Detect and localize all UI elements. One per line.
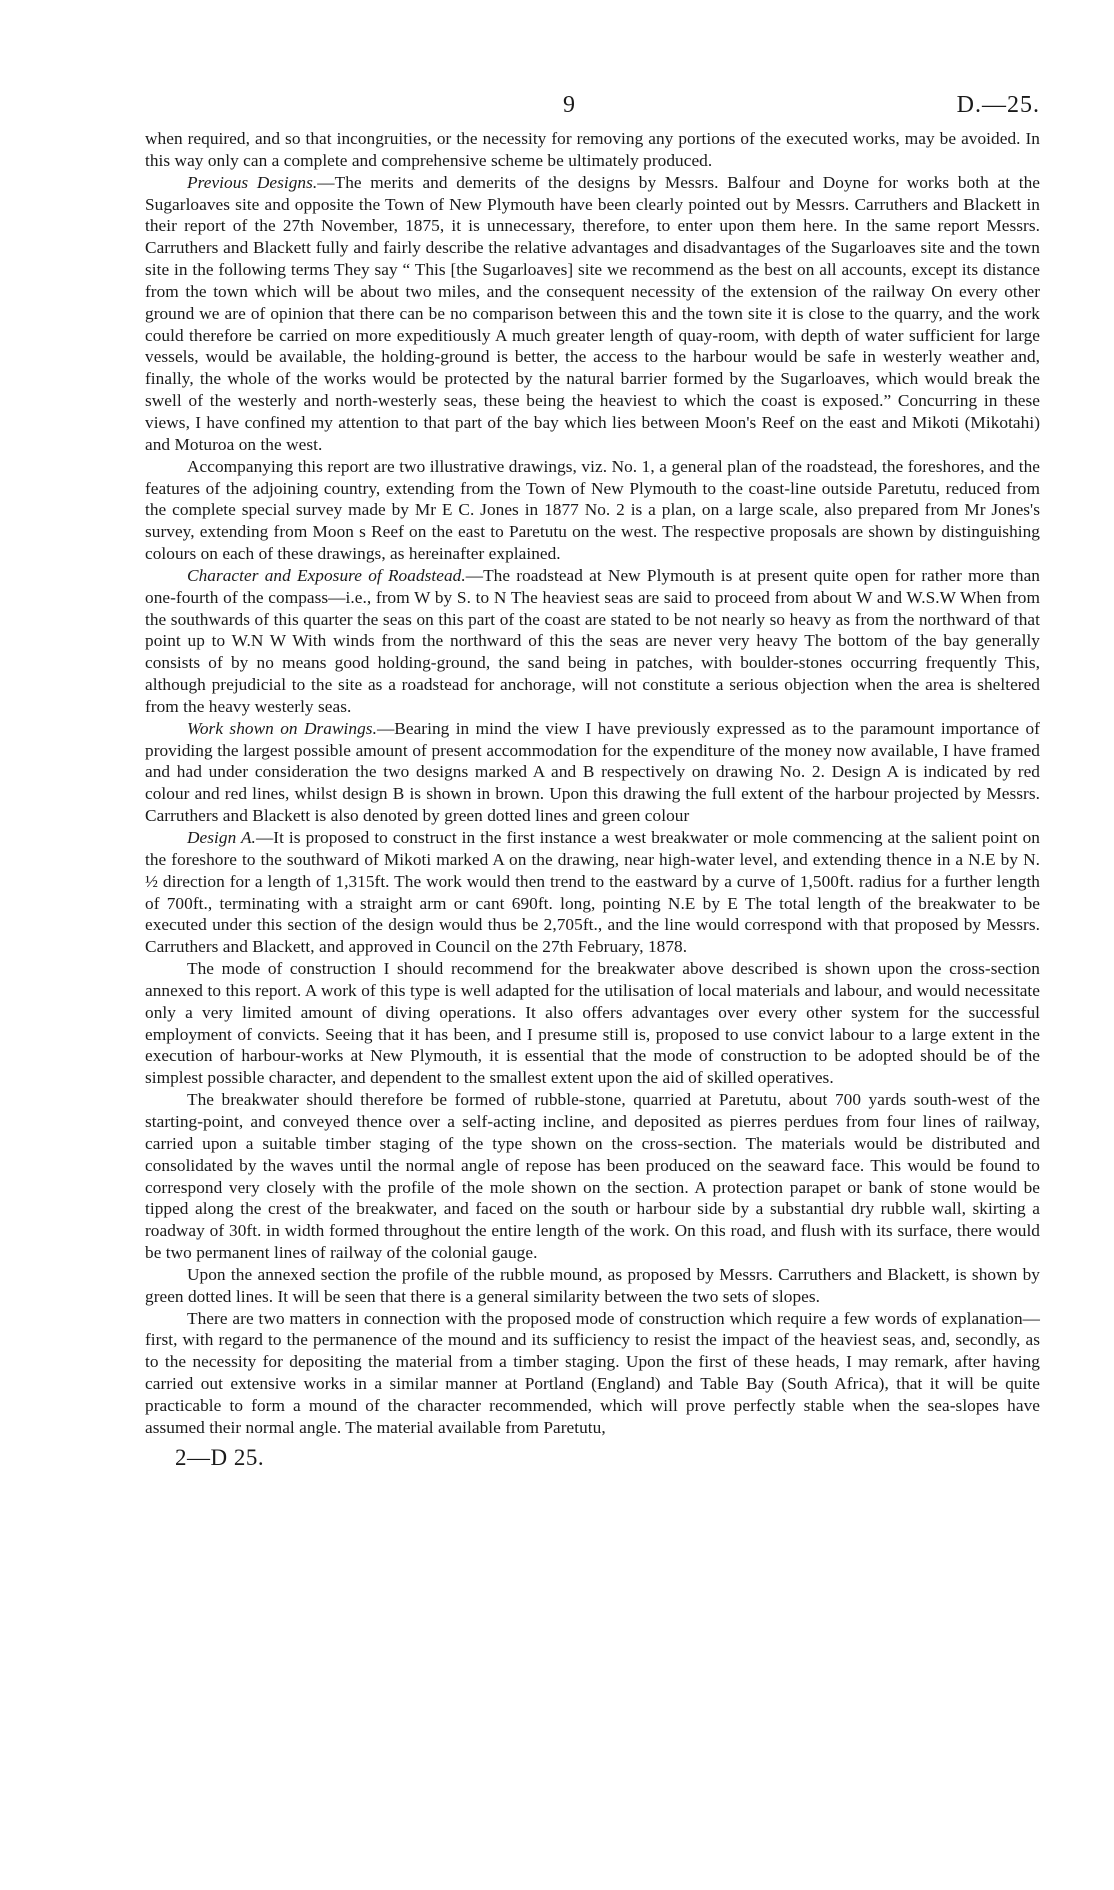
paragraph-text: The breakwater should therefore be formed of rubble-stone, quarried at Paretutu, about 700 yards south-west of the starting-point, and conveyed thence over a self-acting incline, and deposited as pierres perdues from four lines of railway, carried upon a suitable timber staging of the type shown on the cross-section. The materials would be distributed and consolidated by the waves until the normal angle of repose has been produced on the seaward face. This would be found to correspond very closely with the profile of the mole shown on the section. A protection parapet or bank of stone would be tipped along the crest of the breakwater, and faced on the south or harbour side by a substantial dry rubble wall, skirting a roadway of 30ft. in width formed throughout the entire length of the work. On this road, and flush with its surface, there would be two permanent lines of railway of the colonial gauge.: [145, 1090, 1040, 1263]
paragraph-text: —The merits and demerits of the designs by Messrs. Balfour and Doyne for works both at the Sugarloaves site and opposite the Town of New Plymouth have been clearly pointed out by Messrs. Carruthers and Blackett in their report of the 27th November, 1875, it is unnecessary, therefore, to enter upon them here. In the same report Messrs. Carruthers and Blackett fully and fairly describe the relative advantages and disadvantages of the Sugarloaves site and the town site in the following terms They say “ This [the Sugarloaves] site we recommend as the best on all accounts, except its distance from the town which will be about two miles, and the consequent necessity of the extension of the railway On every other ground we are of opinion that there can be no comparison between this and the town site it is close to the quarry, and the work could therefore be carried on more expeditiously A much greater length of quay-room, with depth of water sufficient for large vessels, would be available, the holding-ground is better, the access to the harbour would be safe in westerly weather and, finally, the whole of the works would be protected by the natural barrier formed by the Sugarloaves, which would break the swell of the westerly and north-westerly seas, these being the heaviest to which the coast is exposed.” Concurring in these views, I have confined my attention to that part of the bay which lies between Moon's Reef on the east and Mikoti (Mikotahi) and Moturoa on the west.: [145, 172, 1040, 454]
paragraph: [145, 172, 1040, 456]
paragraph: [145, 718, 1040, 827]
document-reference: D.—25.: [956, 92, 1040, 118]
paragraph-text: Upon the annexed section the profile of the rubble mound, as proposed by Messrs. Carruthers and Blackett, is shown by green dotted lines. It will be seen that there is a general similarity between the two sets of slopes.: [145, 1264, 1040, 1306]
body-text: [145, 128, 1040, 1439]
paragraph-text: —Bearing in mind the view I have previously expressed as to the paramount importance of providing the largest possible amount of present accommodation for the expenditure of the money now available, I have framed and had under consideration the two designs marked A and B respectively on drawing No. 2. Design A is indicated by red colour and red lines, whilst design B is shown in brown. Upon this drawing the full extent of the harbour projected by Messrs. Carruthers and Blackett is also denoted by green dotted lines and green colour: [145, 718, 1040, 826]
paragraph: [145, 1308, 1040, 1439]
paragraph: [145, 958, 1040, 1089]
paragraph-heading: Design A.: [187, 828, 256, 847]
paragraph-heading: Character and Exposure of Roadstead.: [187, 565, 466, 585]
paragraph-text: when required, and so that incongruities, or the necessity for removing any portions of the executed works, may be avoided. In this way only can a complete and comprehensive scheme be ultimately produced.: [145, 129, 1040, 170]
page-number: 9: [563, 92, 575, 118]
paragraph: [145, 1264, 1040, 1308]
paragraph-text: Accompanying this report are two illustrative drawings, viz. No. 1, a general plan of the roadstead, the foreshores, and the features of the adjoining country, extending from the Town of New Plymouth to the coast-line outside Paretutu, reduced from the complete special survey made by Mr E C. Jones in 1877 No. 2 is a plan, on a large scale, also prepared from Mr Jones's survey, extending from Moon s Reef on the east to Paretutu on the west. The respective proposals are shown by distinguishing colours on each of these drawings, as hereinafter explained.: [145, 456, 1040, 564]
paragraph: [145, 827, 1040, 958]
paragraph-heading: Previous Designs.: [187, 172, 318, 192]
paragraph-text: —The roadstead at New Plymouth is at present quite open for rather more than one-fourth of the compass—i.e., from W by S. to N The heaviest seas are said to proceed from about W and W.S.W When from the southwards of this quarter the seas on this part of the coast are stated to be not nearly so heavy as from the northward of that point up to W.N W With winds from the northward of this the seas are never very heavy The bottom of the bay generally consists of by no means good holding-ground, the sand being in patches, with boulder-stones occurring frequently This, although prejudicial to the site as a roadstead for anchorage, will not constitute a serious objection when the area is sheltered from the heavy westerly seas.: [145, 565, 1040, 716]
signature-mark: 2—D 25.: [175, 1444, 265, 1470]
paragraph-text: —It is proposed to construct in the first instance a west breakwater or mole commencing at the salient point on the foreshore to the southward of Mikoti marked A on the drawing, near high-water level, and extending thence in a N.E by N. ½ direction for a length of 1,315ft. The work would then trend to the eastward by a curve of 1,500ft. radius for a further length of 700ft., terminating with a straight arm or cant 690ft. long, pointing N.E by E The total length of the breakwater to be executed under this section of the design would thus be 2,705ft., and the line would correspond with that proposed by Messrs. Carruthers and Blackett, and approved in Council on the 27th February, 1878.: [145, 828, 1040, 957]
paragraph: [145, 456, 1040, 565]
document-page: [145, 92, 1040, 1471]
paragraph-text: The mode of construction I should recommend for the breakwater above described is shown upon the cross-section annexed to this report. A work of this type is well adapted for the utilisation of local materials and labour, and would necessitate only a very limited amount of diving operations. It also offers advantages over every other system for the successful employment of convicts. Seeing that it has been, and I presume still is, proposed to use convict labour to a large extent in the execution of harbour-works at New Plymouth, it is essential that the mode of construction to be adopted should be of the simplest possible character, and dependent to the smallest extent upon the aid of skilled operatives.: [145, 959, 1040, 1088]
paragraph: [145, 1089, 1040, 1264]
paragraph-heading: Work shown on Drawings.: [187, 718, 377, 738]
page-header: [145, 92, 1040, 128]
paragraph: [145, 128, 1040, 172]
paragraph-text: There are two matters in connection with the proposed mode of construction which require a few words of explanation—first, with regard to the permanence of the mound and its sufficiency to resist the impact of the heaviest seas, and, secondly, as to the necessity for depositing the material from a timber staging. Upon the first of these heads, I may remark, after having carried out extensive works in a similar manner at Portland (England) and Table Bay (South Africa), that it will be quite practicable to form a mound of the character recommended, which will prove perfectly stable when the sea-slopes have assumed their normal angle. The material available from Paretutu,: [145, 1308, 1040, 1437]
paragraph: [145, 565, 1040, 718]
